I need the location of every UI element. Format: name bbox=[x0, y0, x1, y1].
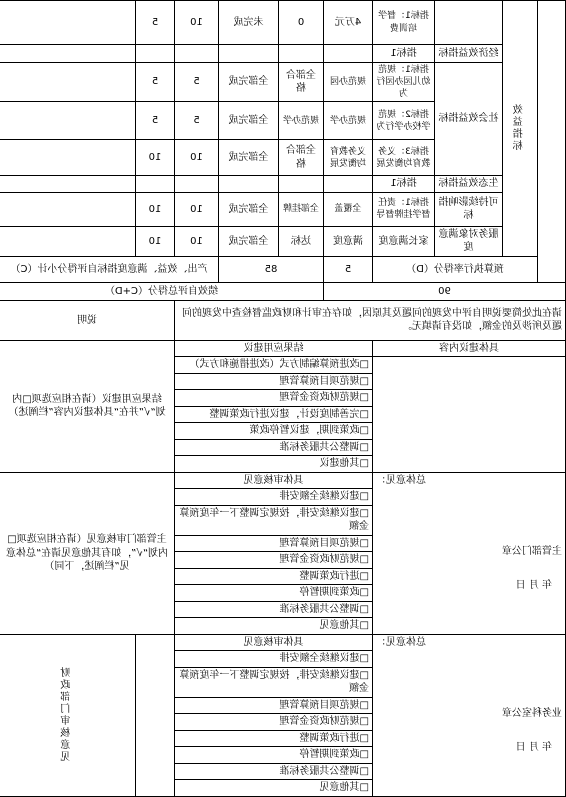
dept-option[interactable]: □进行政策调整 bbox=[175, 568, 373, 585]
blank-left-col bbox=[538, 1, 566, 283]
finance-label-gap bbox=[136, 634, 175, 796]
status-cell: 全部完成 bbox=[219, 140, 279, 176]
score-cell: 5 bbox=[136, 1, 175, 45]
spacer bbox=[376, 559, 562, 579]
finance-option[interactable]: □进行政策调整 bbox=[175, 730, 373, 747]
empty-cell bbox=[0, 226, 136, 256]
result-option[interactable]: □规范财政资金管理 bbox=[175, 390, 373, 407]
dept-option[interactable]: □调整公共服务标准 bbox=[175, 601, 373, 618]
finance-option[interactable]: □建议继续安排，按规定调整下一年度预算金额 bbox=[175, 667, 373, 697]
weight-cell: 10 bbox=[175, 140, 219, 176]
finance-overall-label: 总体意见： bbox=[376, 636, 426, 648]
dept-option[interactable]: □规范项目预算管理 bbox=[175, 535, 373, 552]
status-cell: 未完成 bbox=[219, 1, 279, 45]
empty-cell bbox=[0, 140, 136, 176]
empty-cell bbox=[279, 176, 324, 193]
empty-cell bbox=[175, 45, 219, 63]
total-value: 90 bbox=[324, 282, 566, 300]
notes-label: 说明 bbox=[0, 300, 175, 340]
finance-sign: 业务科室公章 bbox=[502, 708, 562, 720]
total-label: 绩效自评总得分（C+D） bbox=[0, 282, 324, 300]
empty-cell bbox=[0, 192, 136, 226]
empty-cell bbox=[279, 45, 324, 63]
spacer bbox=[376, 649, 562, 707]
score-cell: 5 bbox=[136, 102, 175, 140]
result-option[interactable]: □调整公共服务标准 bbox=[175, 439, 373, 456]
actual-cell: 达标 bbox=[279, 226, 324, 256]
status-cell: 全部完成 bbox=[219, 226, 279, 256]
empty-cell bbox=[136, 176, 175, 193]
dept-overall[interactable] bbox=[373, 472, 566, 634]
status-cell: 全部完成 bbox=[219, 102, 279, 140]
spacer bbox=[376, 487, 562, 545]
category-cell: 服务对象满意度 bbox=[435, 226, 503, 256]
indicator-cell: 指标1：督学培训费 bbox=[373, 1, 435, 45]
empty-cell bbox=[0, 45, 136, 63]
dept-option[interactable]: □规范财政资金管理 bbox=[175, 552, 373, 569]
target-cell: 满意度 bbox=[324, 226, 373, 256]
dept-option[interactable]: □建议继续全额安排 bbox=[175, 489, 373, 506]
category-empty bbox=[435, 1, 503, 45]
result-option[interactable]: □改进预算编制方式（改进措施和方式） bbox=[175, 357, 373, 374]
empty-cell bbox=[219, 45, 279, 63]
finance-option[interactable]: □建议继续全额安排 bbox=[175, 651, 373, 668]
target-cell: 全覆盖 bbox=[324, 192, 373, 226]
dept-option[interactable]: □建议继续安排，按规定调整下一年度预算金额 bbox=[175, 505, 373, 535]
weight-cell: 10 bbox=[175, 226, 219, 256]
dept-overall-label: 总体意见： bbox=[376, 474, 426, 486]
finance-overall[interactable] bbox=[373, 634, 566, 796]
dept-option[interactable]: □政策到期暂停 bbox=[175, 585, 373, 602]
indicator-cell: 指标1 bbox=[373, 45, 435, 63]
finance-date: 年 月 日 bbox=[515, 741, 552, 753]
dept-sign: 主管部门公章 bbox=[502, 546, 562, 558]
result-content[interactable] bbox=[373, 357, 566, 473]
status-cell: 全部完成 bbox=[219, 63, 279, 102]
result-option[interactable]: □其他建议 bbox=[175, 456, 373, 473]
dept-date: 年 月 日 bbox=[515, 579, 552, 591]
empty-cell bbox=[136, 45, 175, 63]
empty-cell bbox=[324, 176, 373, 193]
indicator-cell: 指标1 bbox=[373, 176, 435, 193]
indicator-cell: 指标3：义务教育均衡发展 bbox=[373, 140, 435, 176]
output-label: 产出、效益、满意度指标自评得分小计（C） bbox=[0, 256, 219, 282]
result-col1: 结果应用建议 bbox=[175, 340, 373, 357]
budget-value: 5 bbox=[324, 256, 373, 282]
result-option[interactable]: □政策到期，建议暂停政策 bbox=[175, 423, 373, 440]
notes-text: 请在此处简要说明自评中发现的问题及其原因，如存在审计和财政监督检查中发现的问题及所涉及的金额，如没有请填无。 bbox=[175, 300, 566, 340]
dept-review-label: 主管部门审核意见（请在相应选项□内划“√”，如有其他意见请在“总体意见”栏阐述，下同） bbox=[0, 472, 175, 634]
target-cell: 规范办园 bbox=[324, 63, 373, 102]
weight-cell: 10 bbox=[175, 1, 219, 45]
target-cell: 4万元 bbox=[324, 1, 373, 45]
score-cell: 5 bbox=[136, 63, 175, 102]
actual-cell: 全部挂牌 bbox=[279, 192, 324, 226]
finance-col1: 具体审核意见 bbox=[175, 634, 373, 651]
actual-cell: 规范办学 bbox=[279, 102, 324, 140]
finance-option[interactable]: □规范项目预算管理 bbox=[175, 697, 373, 714]
category-cell: 社会效益指标 bbox=[435, 63, 503, 176]
empty-cell bbox=[219, 176, 279, 193]
empty-cell bbox=[0, 102, 136, 140]
result-use-label: 结果应用建议（请在相应选项□内划“√”并在“具体建议内容”栏阐述） bbox=[0, 340, 175, 472]
actual-cell: 全部合格 bbox=[279, 140, 324, 176]
dept-col1: 具体审核意见 bbox=[175, 472, 373, 489]
note-cell bbox=[0, 1, 136, 45]
actual-cell: 0 bbox=[279, 1, 324, 45]
result-col2: 具体建议内容 bbox=[373, 340, 566, 357]
category-cell: 生态效益指标 bbox=[435, 176, 503, 193]
spacer bbox=[376, 721, 562, 741]
empty-cell bbox=[324, 45, 373, 63]
status-cell: 全部完成 bbox=[219, 192, 279, 226]
finance-option[interactable]: □其他意见 bbox=[175, 780, 373, 797]
indicator-cell: 家长满意度 bbox=[373, 226, 435, 256]
output-value: 85 bbox=[219, 256, 324, 282]
indicator-cell: 指标1：责任督学挂牌督导 bbox=[373, 192, 435, 226]
score-cell: 10 bbox=[136, 140, 175, 176]
benefit-label: 效益指标 bbox=[503, 1, 538, 257]
target-cell: 义务教育均衡发展 bbox=[324, 140, 373, 176]
score-cell: 10 bbox=[136, 192, 175, 226]
weight-cell: 5 bbox=[175, 63, 219, 102]
dept-option[interactable]: □其他意见 bbox=[175, 618, 373, 635]
result-option[interactable]: □规范项目预算管理 bbox=[175, 373, 373, 390]
category-cell: 可持续影响指标 bbox=[435, 192, 503, 226]
category-cell: 经济效益指标 bbox=[435, 45, 503, 63]
actual-cell: 全部合格 bbox=[279, 63, 324, 102]
finance-option[interactable]: □政策到期暂停 bbox=[175, 747, 373, 764]
budget-label: 预算执行率得分（D） bbox=[373, 256, 538, 282]
result-option[interactable]: □完善制度设计，建议进行政策调整 bbox=[175, 406, 373, 423]
target-cell: 规范办学 bbox=[324, 102, 373, 140]
empty-cell bbox=[0, 176, 136, 193]
finance-option[interactable]: □规范财政资金管理 bbox=[175, 714, 373, 731]
empty-cell bbox=[0, 63, 136, 102]
indicator-cell: 指标1：规范幼儿园办园行为 bbox=[373, 63, 435, 102]
finance-option[interactable]: □调整公共服务标准 bbox=[175, 763, 373, 780]
finance-review-label: 财政部门审核意见 bbox=[0, 634, 136, 796]
weight-cell: 5 bbox=[175, 102, 219, 140]
indicator-cell: 指标2：规范学校办学行为 bbox=[373, 102, 435, 140]
empty-cell bbox=[175, 176, 219, 193]
score-cell: 10 bbox=[136, 226, 175, 256]
weight-cell: 10 bbox=[175, 192, 219, 226]
